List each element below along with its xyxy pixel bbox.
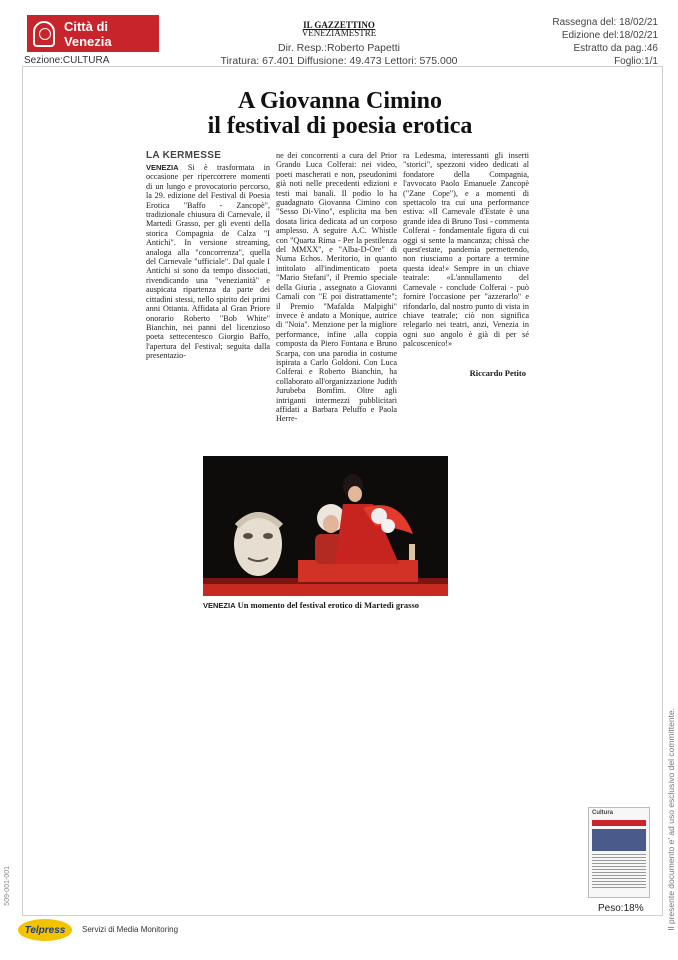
article-photo xyxy=(203,456,448,596)
thumbnail-red-block xyxy=(592,820,646,826)
telpress-logo: Telpress xyxy=(18,919,72,941)
article-column-1 xyxy=(146,163,270,398)
foglio-count: Foglio:1/1 xyxy=(614,56,658,67)
city-logo-text: Città di Venezia xyxy=(63,18,112,49)
column-3-text: ra Ledesma, interessanti gli inserti "storici", spezzoni video dedicati al fondatore della Compagnia, l'avvocato Paolo Emanuele Zancopè ("Zane Cope"), e a momenti di spettacolo tra cui una performance estiva: «Il Carnevale d'Estate è una grande idea di Bruno Tosi - commenta Colferai - fondamentale figura di cui oggi si sente la mancanza; chissà che quest'estate, pandemia permettendo, non riusciamo a portare a termine questa idea!» Sempre in un chiave teatrale: «L'annullamento del Carnevale - conclude Colferai - può fornire l'occasione per "azzerarlo" e rifondarlo, dal nostro punto di vista in chiave teatrale; ciò non significa relegarlo nei teatri, anzi, Venezia in ogni suo angolo è già di per sé palcoscenico!» xyxy=(403,151,529,349)
page-weight: Peso:18% xyxy=(598,903,644,914)
thumbnail-photo-block xyxy=(592,829,646,851)
estratto-page: Estratto da pag.:46 xyxy=(573,43,658,54)
thumbnail-title: Cultura xyxy=(592,810,613,816)
masthead-large: VENEZIAMESTRE xyxy=(301,28,377,38)
dateline: VENEZIA xyxy=(146,163,179,172)
article-column-3 xyxy=(403,151,529,383)
document-code: 509-001-001 xyxy=(4,866,11,906)
byline: Riccardo Petito xyxy=(469,368,526,378)
photo-illustration xyxy=(203,456,448,596)
thumbnail-text-block xyxy=(592,854,646,890)
section-label: Sezione:CULTURA xyxy=(24,55,110,66)
usage-notice: Il presente documento e' ad uso esclusivo del committente. xyxy=(666,708,676,931)
article-column-2 xyxy=(276,151,397,443)
headline-line-1: A Giovanna Cimino xyxy=(237,88,443,114)
headline-line-2: il festival di poesia erotica xyxy=(207,113,473,139)
edizione-date: Edizione del:18/02/21 xyxy=(561,30,658,41)
rassegna-date: Rassegna del: 18/02/21 xyxy=(552,17,658,28)
column-1-text: Si è trasformata in occasione per ripercorrere momenti di un lungo e provocatorio percorso, la 29. edizione del Festival di Poesia Erotica "Baffo - Zancopè", tradizionale chiusura di Carnevale, il Martedì Grasso, per gli eventi della storica Compagnia de Calza "I Antichi". In versione streaming, analoga alla "concorrenza", quella del Carnevale "ufficiale". Dal quale I Antichi si sono da tempo dissociati, rivendicando una "venezianità" e auspicata ripartenza da parte dei cittadini stessi, nello spirito dei primi anni Ottanta. Affidata al Gran Priore onorario Roberto "Bob White" Bianchin, nei panni del licenzioso poeta settecentesco Giorgio Baffo, l'apertura del Festival; seguita dalla presentazio- xyxy=(146,163,270,361)
circulation-line: Tiratura: 67.401 Diffusione: 49.473 Lettori: 575.000 xyxy=(220,55,458,67)
column-2-text: ne dei concorrenti a cura del Prior Grando Luca Colferai: nei video, poeti mascherati e non, pseudonimi già noti nelle precedenti edizioni e testi mai banali. Il podio lo ha guadagnato Giovanna Cimino con "Sesso Di-Vino", esplicita ma ben dosata lirica dedicata ad un corposo amplesso. A seguire A.C. Whistle con "Quarta Rima - Per la pestilenza del MMXX", e "Alba-D-Ore" di Numa Echos. Meritorio, in quanto intitolato all'indimenticato poeta "Mario Stefani", il Premio speciale della Giuria , assegnato a Giovanni Camali con "E poi distrattamente"; il Premio "Mafalda Malpighi" invece è andato a Monique, autrice di "Noia". Menzione per la migliore performance, infine ,alla coppia composta da Piero Fontana e Bruno Scarpa, con una parodia in costume ispirata a Carlo Goldoni. Con Luca Colferai e Roberto Bianchin, ha collaborato all'organizzazione Judith Jurubeba Bomfim. Oltre agli intriganti intermezzi pubblicitari affidati a Barbara Peluffo e Paola Herre- xyxy=(276,151,397,424)
caption-location: VENEZIA xyxy=(203,601,236,610)
masthead-small: IL GAZZETTINO xyxy=(303,20,375,30)
service-label: Servizi di Media Monitoring xyxy=(82,925,179,934)
photo-caption xyxy=(203,600,463,610)
kicker: LA KERMESSE xyxy=(146,150,222,161)
page-thumbnail xyxy=(588,807,650,898)
caption-text: Un momento del festival erotico di Martedì grasso xyxy=(237,600,420,610)
director-line: Dir. Resp.:Roberto Papetti xyxy=(278,42,400,54)
